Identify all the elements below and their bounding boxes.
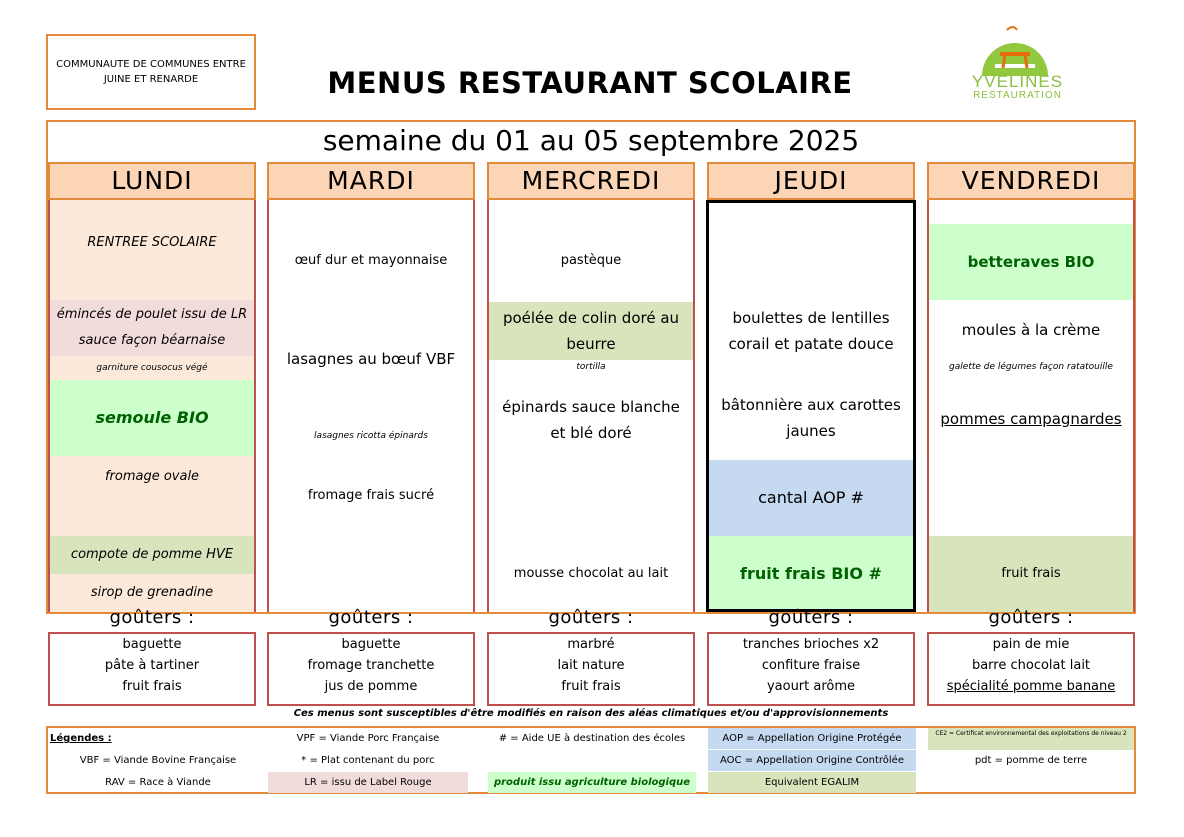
menu-item: œuf dur et mayonnaise xyxy=(294,253,448,268)
legend-item: * = Plat contenant du porc xyxy=(301,755,435,766)
legend-item: AOP = Appellation Origine Protégée xyxy=(708,728,916,749)
menu-item: poélée de colin doré au beurre xyxy=(489,302,693,360)
day-header-vendredi: VENDREDI xyxy=(927,162,1135,200)
menu-note: tortilla xyxy=(576,362,606,372)
gouter-item: fruit frais xyxy=(122,679,182,694)
gouter-item: jus de pomme xyxy=(324,679,418,694)
gouter-box-lundi xyxy=(48,632,256,706)
menu-item: fromage frais sucré xyxy=(307,488,435,503)
menu-item: épinards sauce blanche et blé doré xyxy=(502,398,680,442)
disclaimer-note: Ces menus sont susceptibles d'être modifiés en raison des aléas climatiques et/ou d'approvisionnements xyxy=(293,708,889,719)
gouter-item: baguette xyxy=(122,637,182,652)
gouter-item: confiture fraise xyxy=(761,658,861,673)
legend-item: VPF = Viande Porc Française xyxy=(296,733,440,744)
page-title: MENUS RESTAURANT SCOLAIRE xyxy=(327,66,853,100)
gouter-item: pain de mie xyxy=(992,637,1070,652)
legend-item: # = Aide UE à destination des écoles xyxy=(498,733,686,744)
gouter-label: goûters : xyxy=(988,607,1074,628)
menu-item: fruit frais xyxy=(929,536,1133,612)
gouter-label: goûters : xyxy=(548,607,634,628)
legend-item: VBF = Viande Bovine Française xyxy=(79,755,237,766)
gouter-box-jeudi xyxy=(707,632,915,706)
menu-item: pommes campagnardes xyxy=(940,410,1122,428)
menu-note: galette de légumes façon ratatouille xyxy=(949,362,1113,372)
gouter-label: goûters : xyxy=(109,607,195,628)
logo xyxy=(955,24,1080,114)
organization-box xyxy=(46,34,256,110)
menu-note: garniture cousocus végé xyxy=(50,356,254,380)
day-header-mercredi: MERCREDI xyxy=(487,162,695,200)
legend-item: CE2 = Certificat environnemental des exploitations de niveau 2 xyxy=(928,728,1134,750)
gouter-item: lait nature xyxy=(557,658,625,673)
gouter-item: spécialité pomme banane xyxy=(946,679,1116,694)
legend-item: pdt = pomme de terre xyxy=(974,755,1088,766)
gouter-item: fromage tranchette xyxy=(307,658,435,673)
menu-item: mousse chocolat au lait xyxy=(513,566,669,581)
legend-item: LR = issu de Label Rouge xyxy=(268,772,468,793)
day-header-mardi: MARDI xyxy=(267,162,475,200)
day-column-mardi xyxy=(267,200,475,612)
day-column-jeudi xyxy=(707,200,915,612)
legend-item: Equivalent EGALIM xyxy=(708,772,916,793)
menu-item: compote de pomme HVE xyxy=(50,536,254,574)
menu-item: boulettes de lentilles corail et patate douce xyxy=(728,309,894,353)
legend xyxy=(46,726,1136,794)
menu-item: RENTREE SCOLAIRE xyxy=(50,200,254,300)
gouter-item: fruit frais xyxy=(561,679,621,694)
day-header-lundi: LUNDI xyxy=(48,162,256,200)
gouter-item: tranches brioches x2 xyxy=(742,637,880,652)
menu-item: pastèque xyxy=(560,253,622,268)
menu-item: cantal AOP # xyxy=(707,460,915,536)
day-column-vendredi xyxy=(927,200,1135,612)
menu-item: betteraves BIO xyxy=(929,224,1133,300)
gouter-item: marbré xyxy=(567,637,615,652)
gouter-box-mercredi xyxy=(487,632,695,706)
gouter-box-vendredi xyxy=(927,632,1135,706)
gouter-label: goûters : xyxy=(328,607,414,628)
legend-item: AOC = Appellation Origine Contrôlée xyxy=(708,750,916,771)
day-column-mercredi xyxy=(487,200,695,612)
menu-item: émincés de poulet issu de LR sauce façon béarnaise xyxy=(50,300,254,356)
menu-item: fruit frais BIO # xyxy=(707,536,915,612)
week-title: semaine du 01 au 05 septembre 2025 xyxy=(322,124,860,157)
menu-item: lasagnes au bœuf VBF xyxy=(286,350,456,368)
day-header-jeudi: JEUDI xyxy=(707,162,915,200)
gouter-box-mardi xyxy=(267,632,475,706)
menu-item: fromage ovale xyxy=(50,456,254,536)
legend-item: produit issu agriculture biologique xyxy=(488,772,696,793)
menu-item: moules à la crème xyxy=(961,321,1101,339)
gouter-item: barre chocolat lait xyxy=(971,658,1091,673)
day-column-lundi xyxy=(48,200,256,612)
logo-text-sub: RESTAURATION xyxy=(973,90,1062,101)
menu-note: lasagnes ricotta épinards xyxy=(314,431,428,441)
legend-item: RAV = Race à Viande xyxy=(105,777,211,788)
menu-item: bâtonnière aux carottes jaunes xyxy=(721,396,901,440)
organization-name: COMMUNAUTE DE COMMUNES ENTRE JUINE ET RENARDE xyxy=(56,59,246,85)
gouter-item: baguette xyxy=(341,637,401,652)
gouter-item: pâte à tartiner xyxy=(104,658,200,673)
menu-item: sirop de grenadine xyxy=(50,574,254,612)
logo-text-main: YVELINES xyxy=(971,72,1064,91)
gouter-item: yaourt arôme xyxy=(766,679,856,694)
menu-item: semoule BIO xyxy=(50,380,254,456)
gouter-label: goûters : xyxy=(768,607,854,628)
legend-title: Légendes : xyxy=(50,733,112,744)
